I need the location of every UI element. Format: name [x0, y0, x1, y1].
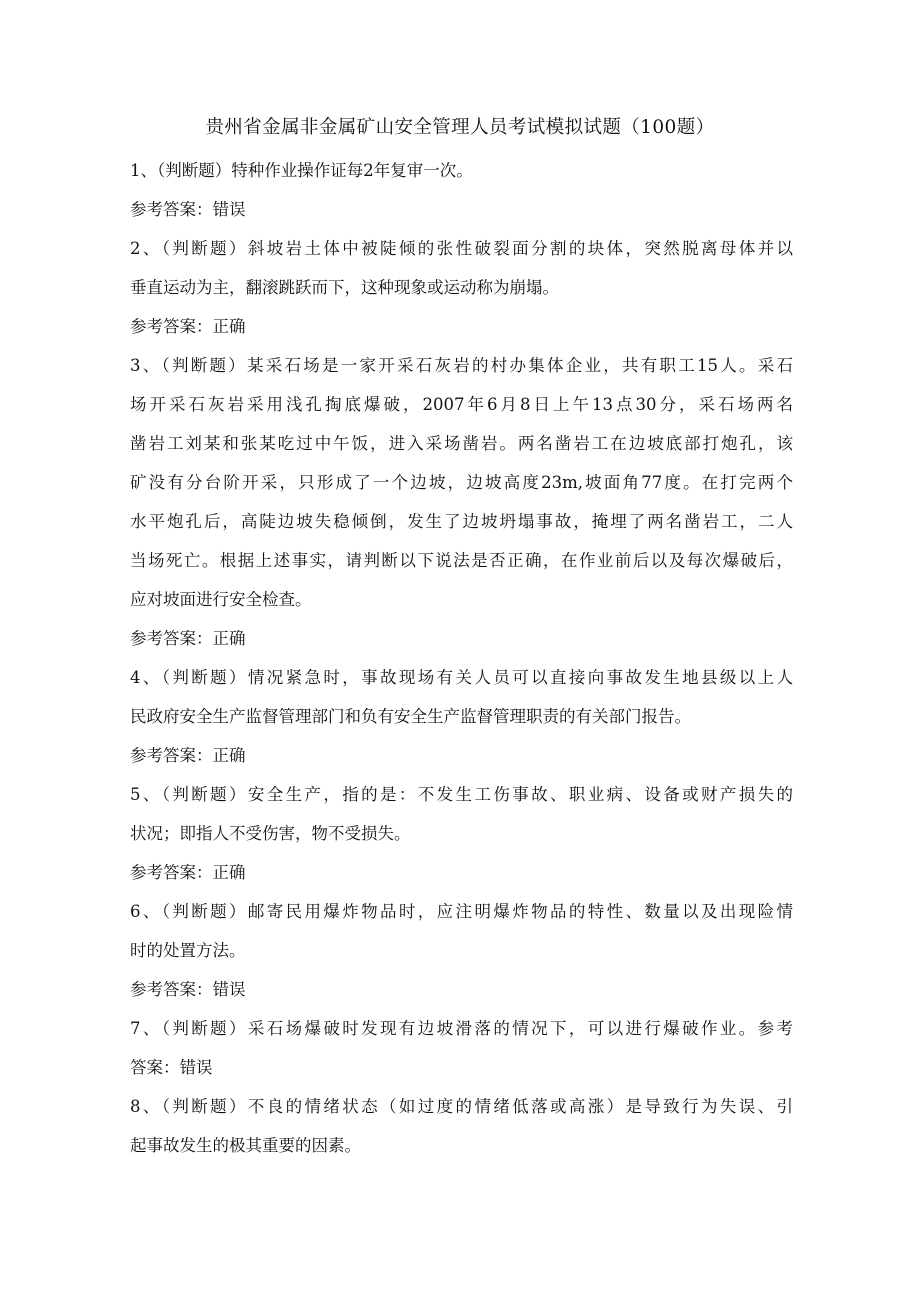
answer-line: 参考答案：正确: [130, 317, 246, 336]
answer-line: 参考答案：正确: [130, 629, 246, 648]
question-line: 起事故发生的极其重要的因素。: [130, 1136, 361, 1155]
question-line: 6、（判断题）邮寄民用爆炸物品时，应注明爆炸物品的特性、数量以及出现险情: [130, 902, 793, 921]
question-line: 7、（判断题）采石场爆破时发现有边坡滑落的情况下，可以进行爆破作业。参考: [130, 1019, 793, 1038]
question-line: 民政府安全生产监督管理部门和负有安全生产监督管理职责的有关部门报告。: [130, 707, 691, 726]
question-list: [130, 155, 793, 1169]
question-line: 答案：错误: [130, 1058, 213, 1077]
question-line: 应对坡面进行安全检查。: [130, 590, 312, 609]
question-line: 垂直运动为主，翻滚跳跃而下，这种现象或运动称为崩塌。: [130, 278, 559, 297]
question-line: 凿岩工刘某和张某吃过中午饭，进入采场凿岩。两名凿岩工在边坡底部打炮孔，该: [130, 434, 793, 453]
question-line: 场开采石灰岩采用浅孔掏底爆破，2007年6月8日上午13点30分，采石场两名: [130, 395, 793, 414]
question-line: 2、（判断题）斜坡岩土体中被陡倾的张性破裂面分割的块体，突然脱离母体并以: [130, 239, 793, 258]
question-line: 状况；即指人不受伤害，物不受损失。: [130, 824, 411, 843]
question-line: 矿没有分台阶开采，只形成了一个边坡，边坡高度23m,坡面角77度。在打完两个: [130, 473, 793, 492]
question-line: 当场死亡。根据上述事实，请判断以下说法是否正确，在作业前后以及每次爆破后，: [130, 551, 793, 570]
question-line: 时的处置方法。: [130, 941, 246, 960]
question-line: 5、（判断题）安全生产，指的是：不发生工伤事故、职业病、设备或财产损失的: [130, 785, 793, 804]
question-line: 水平炮孔后，高陡边坡失稳倾倒，发生了边坡坍塌事故，掩埋了两名凿岩工，二人: [130, 512, 793, 531]
question-line: 1、（判断题）特种作业操作证每2年复审一次。: [130, 161, 473, 180]
question-line: 4、（判断题）情况紧急时，事故现场有关人员可以直接向事故发生地县级以上人: [130, 668, 793, 687]
answer-line: 参考答案：正确: [130, 746, 246, 765]
document-title: 贵州省金属非金属矿山安全管理人员考试模拟试题（100题）: [205, 117, 715, 138]
answer-line: 参考答案：正确: [130, 863, 246, 882]
answer-line: 参考答案：错误: [130, 980, 246, 999]
answer-line: 参考答案：错误: [130, 200, 246, 219]
question-line: 3、（判断题）某采石场是一家开采石灰岩的村办集体企业，共有职工15人。采石: [130, 356, 793, 375]
question-line: 8、（判断题）不良的情绪状态（如过度的情绪低落或高涨）是导致行为失误、引: [130, 1097, 793, 1116]
